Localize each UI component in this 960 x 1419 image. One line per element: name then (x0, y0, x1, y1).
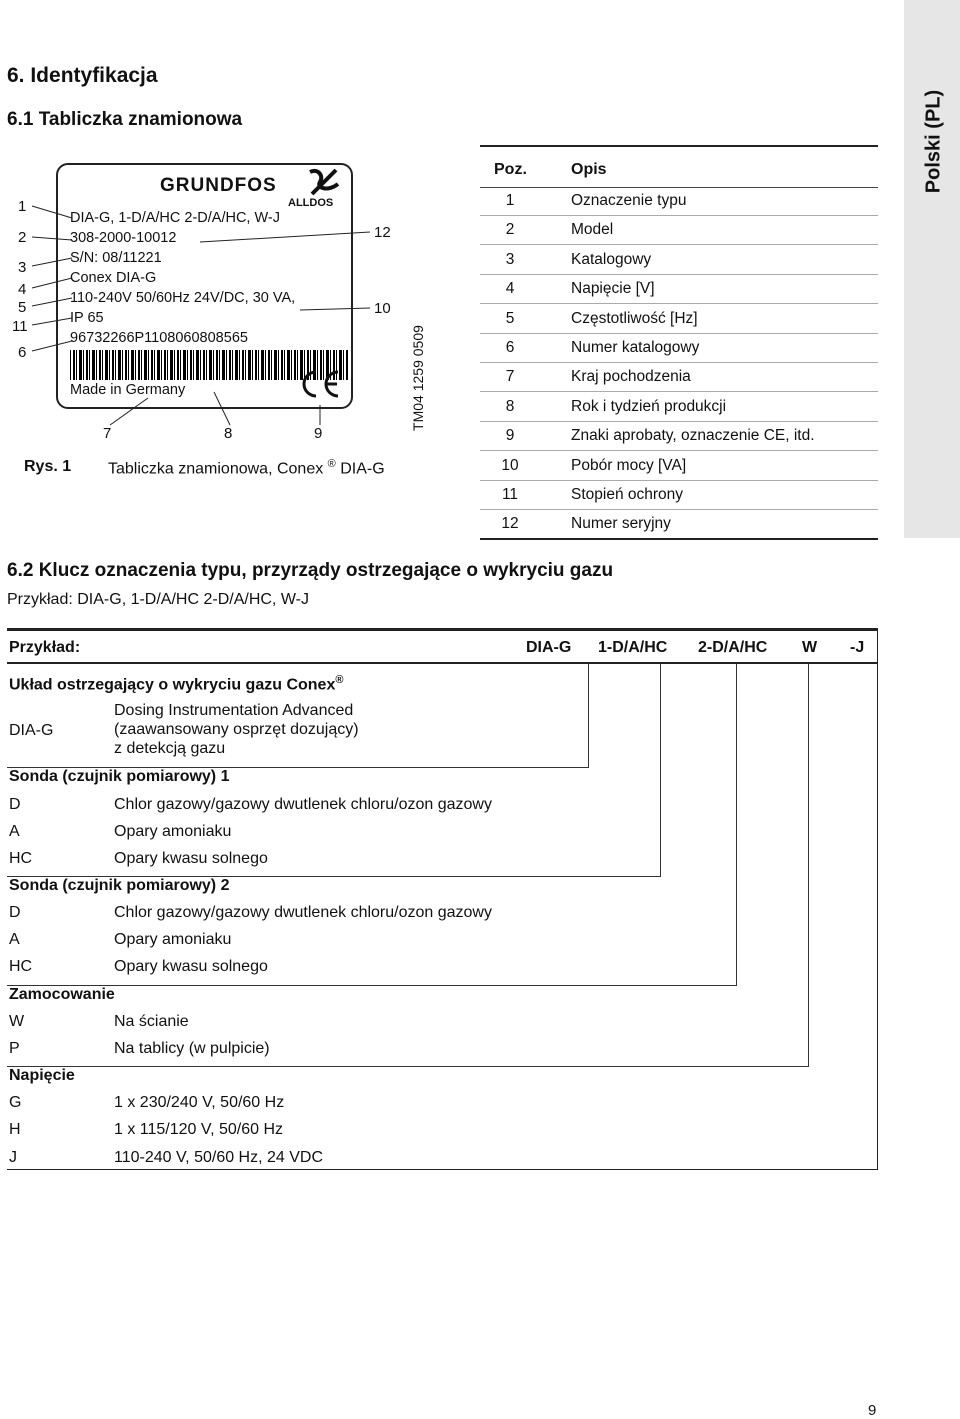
section-title: 6. Identyfikacja (7, 64, 158, 87)
voltage-code-j: J (9, 1149, 17, 1166)
sensor2-desc-d: Chlor gazowy/gazowy dwutlenek chloru/ozon gazowy (114, 904, 492, 921)
sensor1-desc-d: Chlor gazowy/gazowy dwutlenek chloru/ozon gazowy (114, 796, 492, 813)
voltage-code-h: H (9, 1121, 21, 1138)
system-title-reg: ® (335, 674, 344, 686)
row-position: 4 (505, 280, 515, 298)
diag-desc-1: Dosing Instrumentation Advanced (114, 702, 354, 719)
sensor1-code-hc: HC (9, 850, 33, 867)
row-position: 6 (505, 339, 515, 356)
sensor2-title: Sonda (czujnik pomiarowy) 2 (9, 877, 230, 894)
row-description: Oznaczenie typu (571, 192, 687, 209)
figure-label: Rys. 1 (24, 458, 72, 475)
sensor1-desc-a: Opary amoniaku (114, 823, 232, 840)
callout-6: 6 (18, 344, 27, 361)
row-description: Stopień ochrony (571, 486, 684, 503)
table-row (480, 333, 878, 363)
diag-desc-3: z detekcją gazu (114, 740, 226, 757)
subsection-title-typekey: 6.2 Klucz oznaczenia typu, przyrządy ostrzegające o wykryciu gazu (7, 560, 614, 581)
table-row (480, 186, 878, 216)
nameplate-serial-line: S/N: 08/11221 (70, 250, 162, 266)
sensor2-code-hc: HC (9, 958, 33, 975)
drawing-code: TM04 1259 0509 (410, 325, 426, 431)
row-description: Częstotliwość [Hz] (571, 309, 698, 327)
table-row (480, 274, 878, 304)
code-mount: W (802, 639, 818, 656)
callout-3: 3 (18, 259, 27, 276)
callout-12: 12 (374, 224, 391, 241)
mount-title: Zamocowanie (9, 986, 115, 1003)
mount-desc-p: Na tablicy (w pulpicie) (114, 1040, 270, 1057)
table-row (480, 304, 878, 334)
sensor2-code-d: D (9, 904, 21, 921)
system-title-text: Układ ostrzegający o wykryciu gazu Conex (9, 676, 336, 694)
system-title (9, 674, 343, 694)
table-row (480, 245, 878, 275)
table-row (480, 480, 878, 510)
sensor1-code-d: D (9, 796, 21, 813)
callout-2: 2 (18, 229, 27, 246)
nameplate-ip-line: IP 65 (70, 310, 104, 326)
diag-desc-2: (zaawansowany osprzęt dozujący) (114, 721, 359, 738)
row-position: 2 (505, 221, 515, 239)
alldos-logo: ALLDOS (288, 197, 334, 209)
table-row (480, 215, 878, 245)
position-table-header (480, 145, 878, 188)
voltage-code-g: G (9, 1094, 22, 1111)
nameplate-catalog-line: 96732266P1108060808565 (70, 330, 248, 346)
table-row (480, 509, 878, 540)
voltage-desc-h: 1 x 115/120 V, 50/60 Hz (114, 1121, 284, 1138)
row-description: Numer katalogowy (571, 339, 700, 356)
callout-9: 9 (314, 425, 323, 442)
figure-caption (108, 458, 385, 478)
callout-10: 10 (374, 300, 391, 317)
mount-code-p: P (9, 1040, 20, 1057)
grundfos-logo: GRUNDFOS (160, 175, 277, 196)
code-sensor2: 2-D/A/HC (698, 639, 768, 656)
row-position: 7 (505, 368, 515, 386)
table-row (480, 362, 878, 392)
row-position: 5 (505, 309, 515, 327)
row-description: Kraj pochodzenia (571, 368, 691, 386)
header-pos: Poz. (494, 161, 527, 178)
code-voltage: -J (850, 639, 865, 656)
table-row (480, 392, 878, 422)
row-position: 1 (505, 192, 515, 209)
row-position: 11 (501, 486, 519, 503)
callout-5: 5 (18, 299, 27, 316)
table-row (480, 421, 878, 451)
row-position: 12 (501, 515, 519, 533)
voltage-title: Napięcie (9, 1067, 75, 1084)
row-description: Model (571, 221, 614, 239)
callout-7: 7 (103, 425, 112, 442)
row-position: 9 (505, 427, 515, 445)
row-description: Numer seryjny (571, 515, 671, 533)
subsection-title-nameplate: 6.1 Tabliczka znamionowa (7, 109, 243, 130)
example-label: Przykład: (9, 639, 81, 656)
header-desc: Opis (571, 161, 607, 178)
row-position: 8 (505, 397, 515, 415)
nameplate-product-line: Conex DIA-G (70, 270, 157, 286)
page-number: 9 (868, 1402, 877, 1419)
row-description: Rok i tydzień produkcji (571, 397, 727, 415)
code-sensor1: 1-D/A/HC (598, 639, 668, 656)
callout-8: 8 (224, 425, 233, 442)
mount-code-w: W (9, 1013, 25, 1030)
sensor1-title: Sonda (czujnik pomiarowy) 1 (9, 768, 230, 785)
figure-caption-text: Tabliczka znamionowa, Conex (108, 460, 324, 478)
diag-code: DIA-G (9, 722, 54, 739)
nameplate-voltage-line: 110-240V 50/60Hz 24V/DC, 30 VA, (70, 290, 296, 306)
sensor1-code-a: A (9, 823, 20, 840)
callout-1: 1 (18, 198, 27, 215)
figure-caption-reg: ® (327, 458, 336, 470)
nameplate-model-line: 308-2000-10012 (70, 230, 177, 246)
row-description: Katalogowy (571, 250, 652, 268)
row-position: 3 (505, 250, 515, 268)
voltage-desc-j: 110-240 V, 50/60 Hz, 24 VDC (114, 1149, 324, 1166)
callout-leader-lines (0, 0, 420, 440)
row-description: Napięcie [V] (571, 280, 655, 298)
code-diag: DIA-G (526, 639, 572, 656)
sensor2-code-a: A (9, 931, 20, 948)
language-tab (904, 0, 960, 538)
sensor2-desc-hc: Opary kwasu solnego (114, 958, 268, 975)
callout-11: 11 (12, 318, 28, 335)
example-divider (7, 662, 878, 664)
row-description: Pobór mocy [VA] (571, 456, 687, 474)
mount-desc-w: Na ścianie (114, 1013, 189, 1030)
row-description: Znaki aprobaty, oznaczenie CE, itd. (571, 427, 815, 445)
nameplate-type-line: DIA-G, 1-D/A/HC 2-D/A/HC, W-J (70, 210, 280, 226)
voltage-desc-g: 1 x 230/240 V, 50/60 Hz (114, 1094, 285, 1111)
sensor2-desc-a: Opary amoniaku (114, 931, 232, 948)
nameplate-made-in: Made in Germany (70, 382, 186, 398)
figure-caption-suffix: DIA-G (340, 460, 385, 478)
table-row (480, 451, 878, 481)
language-tab-label: Polski (PL) (922, 89, 945, 194)
callout-4: 4 (18, 281, 27, 298)
example-line: Przykład: DIA-G, 1-D/A/HC 2-D/A/HC, W-J (7, 591, 309, 608)
row-position: 10 (501, 456, 519, 474)
sensor1-desc-hc: Opary kwasu solnego (114, 850, 268, 867)
